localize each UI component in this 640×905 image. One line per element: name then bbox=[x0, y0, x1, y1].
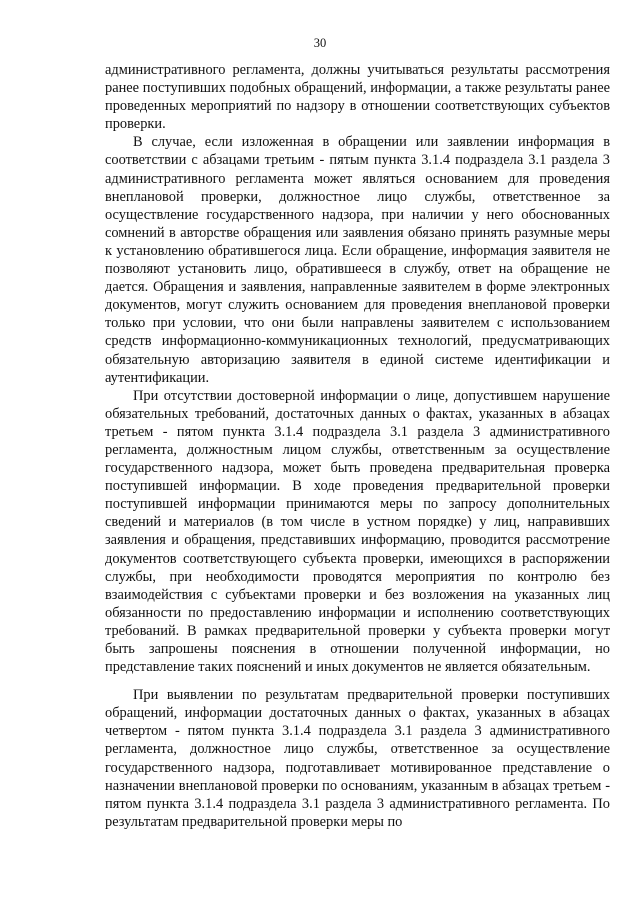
paragraph-3: При отсутствии достоверной информации о лице, допустившем нарушение обязательных требований, достаточных данных о фактах, указанных в абзацах третьем - пятом пункта 3.1.4 подраздела 3.1 раздела 3 административного регламента, должностным лицом службы, ответственным за осуществление государственного надзора, может быть проведена предварительная проверка поступившей информации. В ходе проведения предварительной проверки поступившей информации принимаются меры по запросу дополнительных сведений и материалов (в том числе в устном порядке) у лиц, направивших заявления и обращения, представивших информацию, проводится рассмотрение документов соответствующего субъекта проверки, имеющихся в распоряжении службы, при необходимости проводятся мероприятия по контролю без взаимодействия с субъектами проверки и без возложения на указанных лиц обязанности по предоставлению информации и исполнению соответствующих требований. В рамках предварительной проверки у субъекта проверки могут быть запрошены пояснения в отношении полученной информации, но представление таких пояснений и иных документов не является обязательным. bbox=[105, 387, 610, 676]
paragraph-4: При выявлении по результатам предварительной проверки поступивших обращений, информации достаточных данных о фактах, указанных в абзацах четвертом - пятом пункта 3.1.4 подраздела 3.1 раздела 3 административного регламента, должностное лицо службы, ответственное за осуществление государственного надзора, подготавливает мотивированное представление о назначении внеплановой проверки по основаниям, указанным в абзацах третьем - пятом пункта 3.1.4 подраздела 3.1 раздела 3 административного регламента. По результатам предварительной проверки меры по bbox=[105, 687, 610, 830]
document-body bbox=[105, 61, 610, 831]
paragraph-1: административного регламента, должны учитываться результаты рассмотрения ранее поступивших подобных обращений, информации, а также результаты ранее проведенных мероприятий по надзору в отношении соответствующих субъектов проверки. bbox=[105, 62, 610, 133]
paragraph-2: В случае, если изложенная в обращении или заявлении информация в соответствии с абзацами третьим - пятым пункта 3.1.4 подраздела 3.1 раздела 3 административного регламента может являться основанием для проведения внеплановой проверки, должностное лицо службы, ответственное за осуществление государственного надзора, при наличии у него обоснованных сомнений в авторстве обращения или заявления обязано принять разумные меры к установлению обратившегося лица. Если обращение, информация заявителя не позволяют установить лицо, обратившееся в службу, ответ на обращение не дается. Обращения и заявления, направленные заявителем в форме электронных документов, могут служить основанием для проведения внеплановой проверки только при условии, что они были направлены заявителем с использованием средств информационно-коммуникационных технологий, предусматривающих обязательную авторизацию заявителя в единой системе идентификации и аутентификации. bbox=[105, 134, 610, 386]
page-number: 30 bbox=[313, 36, 327, 50]
